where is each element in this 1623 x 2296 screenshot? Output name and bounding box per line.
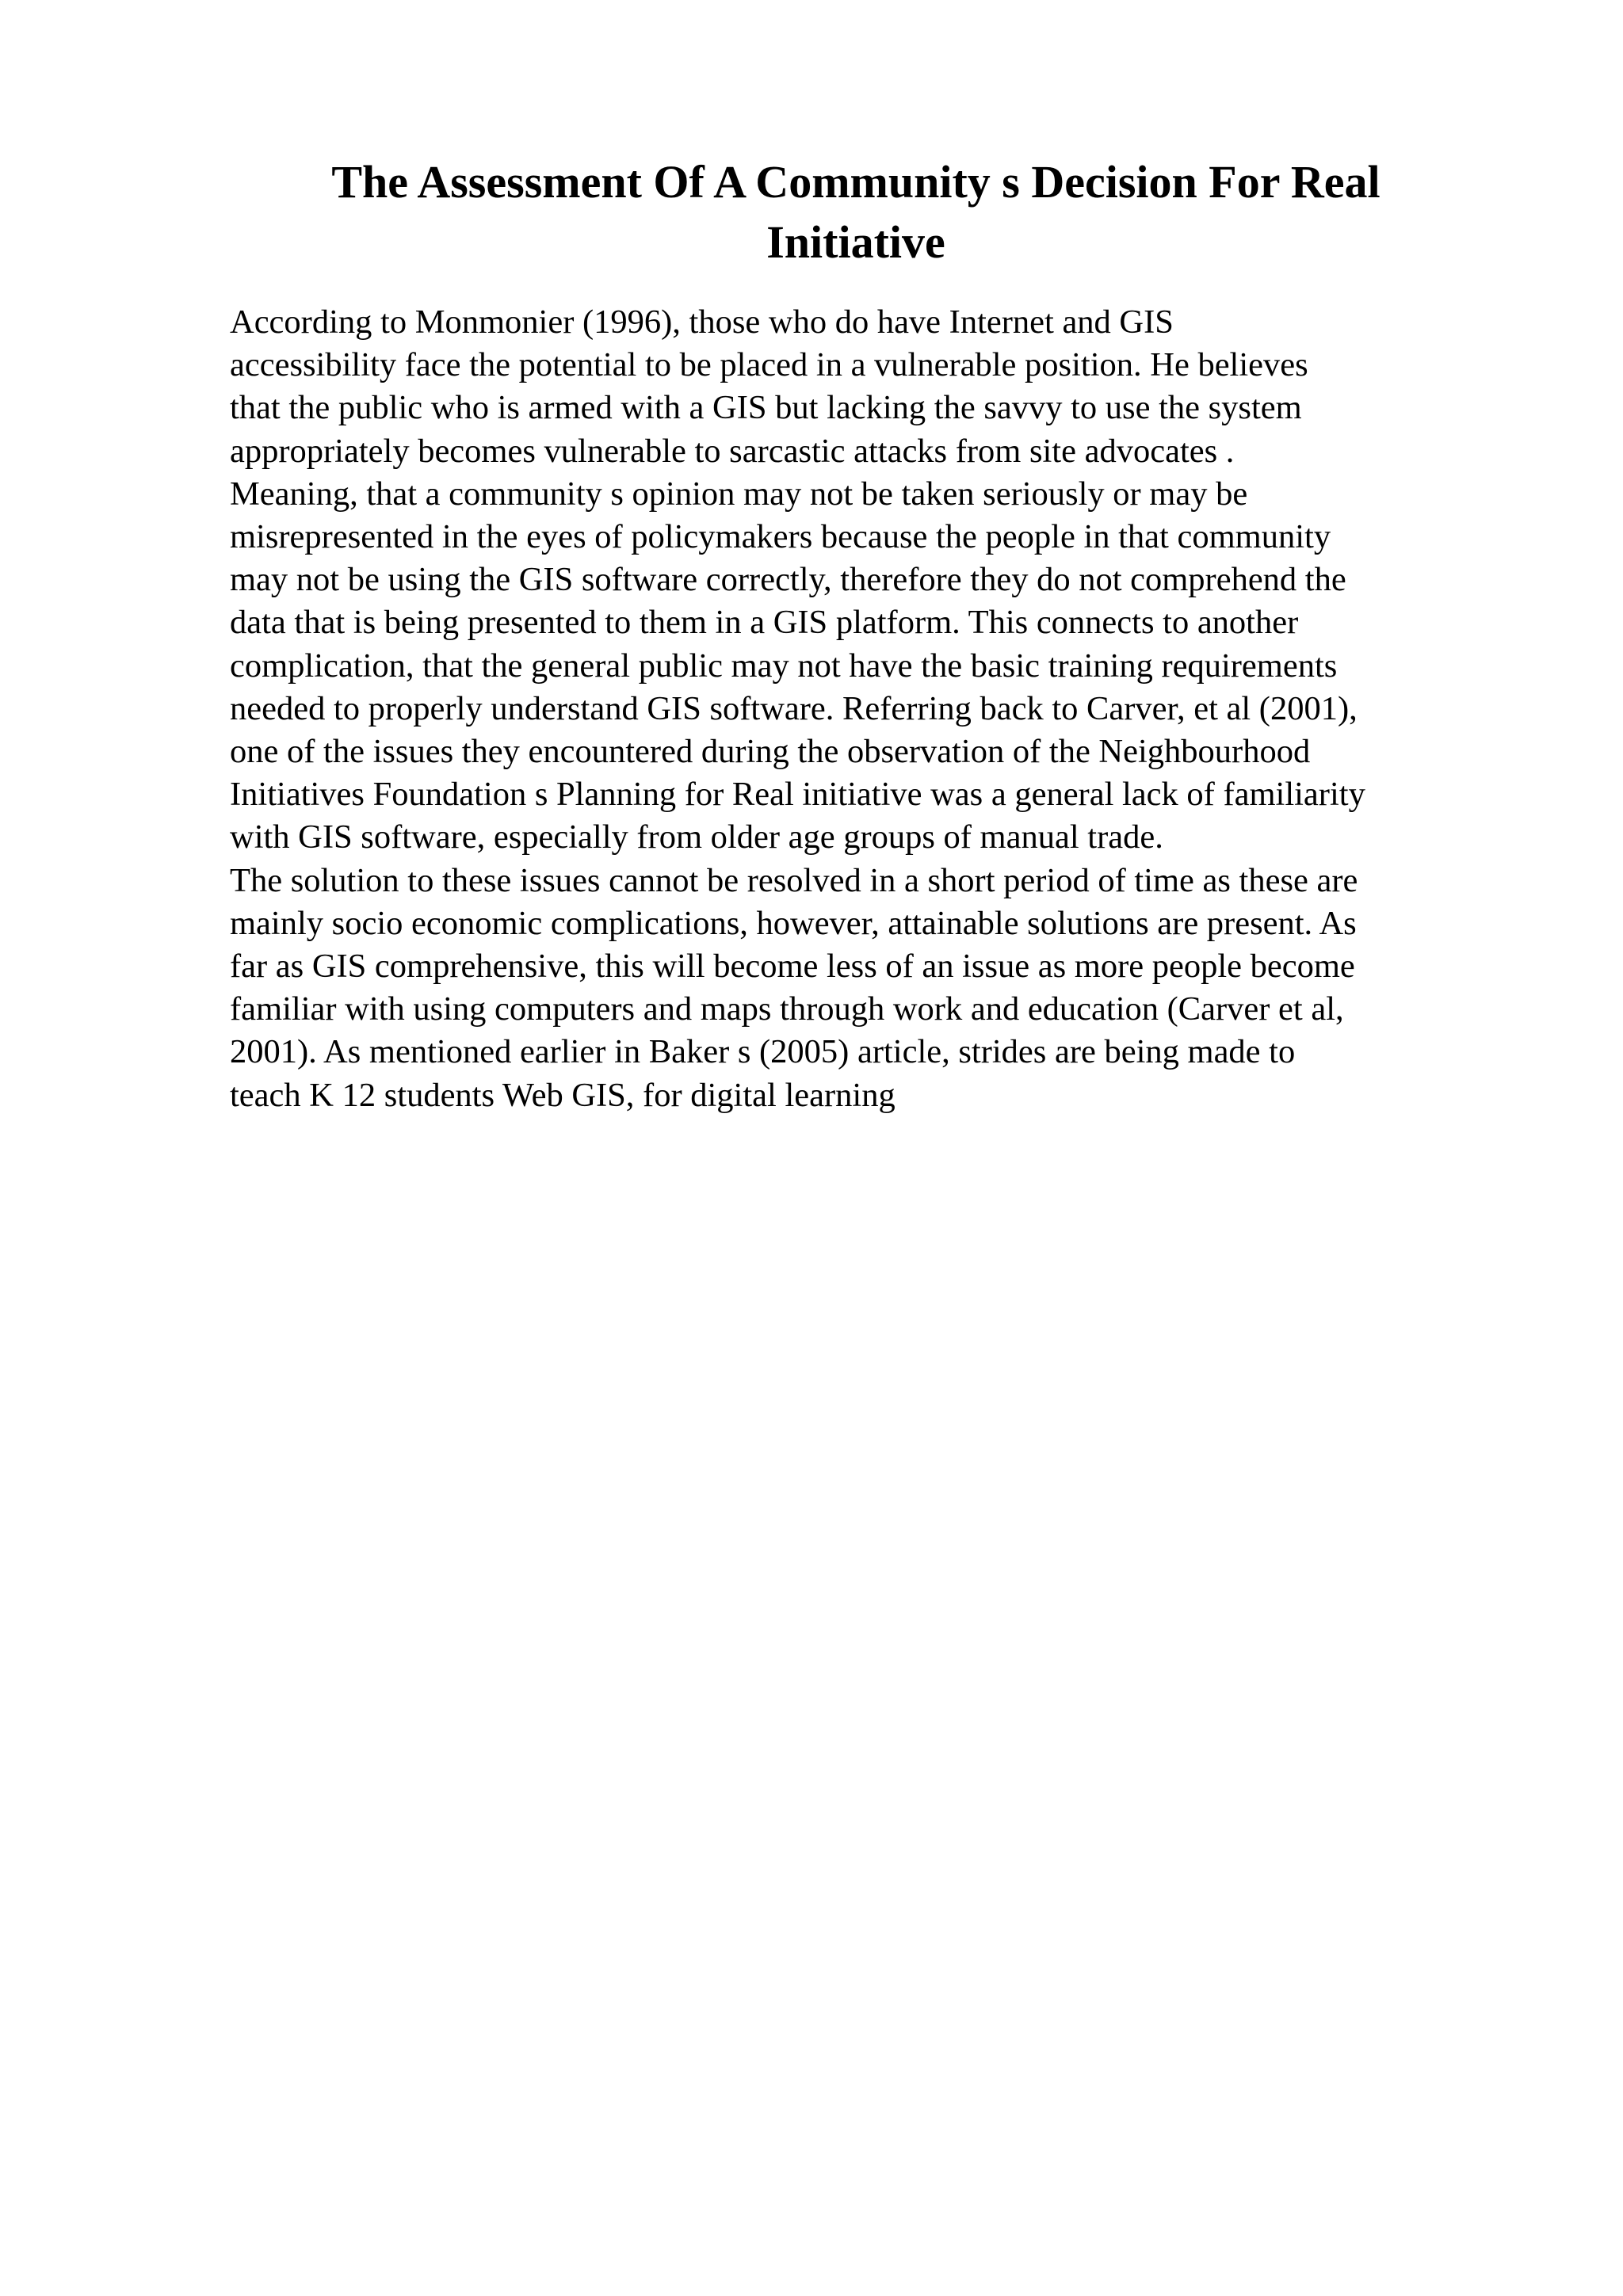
- body-line: The solution to these issues cannot be resolved in a short period of time as these are: [230, 861, 1358, 899]
- title-line-2: Initiative: [766, 216, 945, 268]
- body-line: Initiatives Foundation s Planning for Real initiative was a general lack of familiarity: [230, 776, 1365, 814]
- body-line: with GIS software, especially from older age groups of manual trade.: [230, 818, 1163, 856]
- body-line: appropriately becomes vulnerable to sarcastic attacks from site advocates .: [230, 432, 1235, 470]
- body-line: teach K 12 students Web GIS, for digital learning: [230, 1076, 896, 1114]
- body-line: data that is being presented to them in a GIS platform. This connects to another: [230, 604, 1299, 642]
- body-line: familiar with using computers and maps through work and education (Carver et al,: [230, 990, 1344, 1028]
- document-body: [230, 301, 1482, 1117]
- body-line: may not be using the GIS software correctly, therefore they do not comprehend the: [230, 561, 1346, 599]
- title-line-1: The Assessment Of A Community s Decision For Real: [331, 156, 1381, 208]
- body-line: far as GIS comprehensive, this will become less of an issue as more people become: [230, 948, 1355, 986]
- body-line: mainly socio economic complications, however, attainable solutions are present. As: [230, 904, 1357, 942]
- body-line: Meaning, that a community s opinion may not be taken seriously or may be: [230, 475, 1248, 513]
- body-line: misrepresented in the eyes of policymakers because the people in that community: [230, 518, 1331, 556]
- document-title: [230, 152, 1482, 273]
- body-line: that the public who is armed with a GIS but lacking the savvy to use the system: [230, 389, 1302, 427]
- body-line: one of the issues they encountered during the observation of the Neighbourhood: [230, 733, 1311, 771]
- body-line: accessibility face the potential to be placed in a vulnerable position. He believes: [230, 346, 1308, 384]
- body-line: According to Monmonier (1996), those who do have Internet and GIS: [230, 303, 1174, 341]
- body-line: needed to properly understand GIS software. Referring back to Carver, et al (2001),: [230, 689, 1358, 727]
- body-line: 2001). As mentioned earlier in Baker s (2005) article, strides are being made to: [230, 1033, 1296, 1071]
- body-line: complication, that the general public may not have the basic training requirements: [230, 646, 1338, 685]
